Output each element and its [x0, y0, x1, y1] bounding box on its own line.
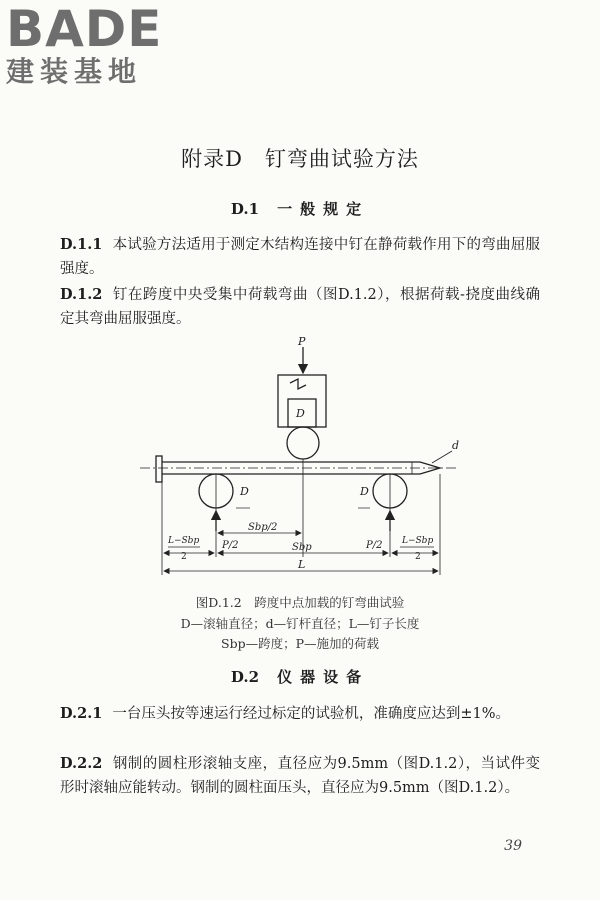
- figure-legend-line1: D—滚轴直径；d—钉杆直径；L—钉子长度: [180, 616, 420, 631]
- label-d-right: D: [360, 485, 369, 498]
- paragraph-text: 钢制的圆柱形滚轴支座，直径应为9.5mm（图D.1.2），当试件变形时滚轴应能转动。钢制的圆柱面压头，直径应为9.5mm（图D.1.2）。: [60, 756, 540, 796]
- page-number: 39: [504, 838, 522, 854]
- loading-roller: [287, 427, 319, 459]
- paragraph-d21: [60, 702, 540, 726]
- section-number: D.1: [230, 200, 260, 218]
- logo-subtitle: 建装基地: [6, 55, 143, 88]
- label-l-minus-s-right: L−Sbp: [402, 536, 434, 546]
- section-number: D.2: [230, 668, 260, 686]
- section-title: 一般规定: [277, 200, 370, 218]
- paragraph-d12: [60, 283, 540, 331]
- label-two-left: 2: [181, 552, 187, 562]
- paragraph-text: 本试验方法适用于测定木结构连接中钉在静荷载作用下的弯曲屈服强度。: [60, 237, 540, 277]
- label-s-half: Sbp/2: [248, 522, 278, 533]
- label-d-top: D: [296, 407, 305, 420]
- label-p-half-left: P/2: [222, 540, 239, 551]
- figure-diagram: [140, 335, 460, 590]
- paragraph-number: D.1.2: [60, 286, 103, 303]
- nail-head: [156, 456, 162, 482]
- paragraph-number: D.2.1: [60, 705, 103, 722]
- paragraph-number: D.1.1: [60, 236, 103, 253]
- label-d-left: D: [240, 485, 249, 498]
- appendix-title: 附录D 钉弯曲试验方法: [181, 147, 419, 171]
- section-heading-d1: [0, 198, 600, 219]
- label-l: L: [298, 558, 306, 571]
- paragraph-text: 钉在跨度中央受集中荷载弯曲（图D.1.2），根据荷载-挠度曲线确定其弯曲屈服强度。: [60, 287, 540, 327]
- section-title: 仪器设备: [277, 668, 370, 686]
- label-s: Sbp: [292, 542, 312, 553]
- paragraph-text: 一台压头按等速运行经过标定的试验机，准确度应达到±1%。: [112, 706, 510, 722]
- figure-legend-line2: Sbp—跨度；P—施加的荷载: [221, 636, 379, 651]
- label-two-right: 2: [415, 552, 421, 562]
- logo-brand: BADE: [6, 0, 163, 58]
- section-heading-d2: [0, 666, 600, 687]
- logo: [6, 2, 186, 88]
- label-l-minus-s-left: L−Sbp: [168, 536, 200, 546]
- paragraph-d11: [60, 233, 540, 281]
- figure-caption: 图D.1.2 跨度中点加载的钉弯曲试验: [195, 595, 405, 610]
- label-p: P: [298, 335, 306, 348]
- label-p-half-right: P/2: [366, 540, 383, 551]
- paragraph-number: D.2.2: [60, 755, 103, 772]
- figure-nail-bending-test: [140, 335, 460, 590]
- paragraph-d22: [60, 752, 540, 800]
- label-d-diameter: d: [452, 439, 460, 452]
- break-mark: [290, 379, 306, 389]
